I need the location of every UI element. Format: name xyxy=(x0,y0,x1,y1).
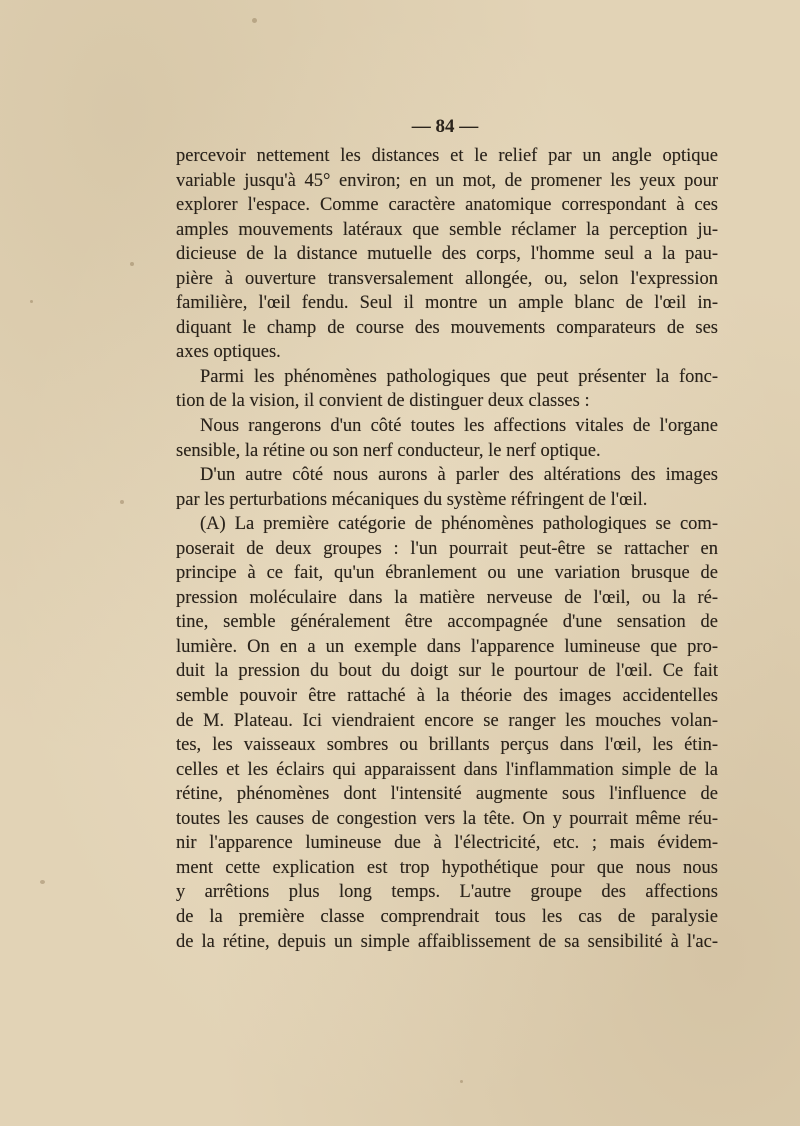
text-line: nir l'apparence lumineuse due à l'électricité, etc. ; mais évidem- xyxy=(176,833,718,854)
text-line: y arrêtions plus long temps. L'autre groupe des affections xyxy=(176,882,718,903)
text-line: percevoir nettement les distances et le relief par un angle optique xyxy=(176,146,718,166)
text-line: variable jusqu'à 45° environ; en un mot, de promener les yeux pour xyxy=(176,170,718,191)
text-line: tes, les vaisseaux sombres ou brillants perçus dans l'œil, les étin- xyxy=(176,735,718,756)
text-line: semble pouvoir être rattaché à la théorie des images accidentelles xyxy=(176,686,718,707)
text-line: Nous rangerons d'un côté toutes les affections vitales de l'organe xyxy=(200,416,718,437)
text-line: par les perturbations mécaniques du système réfringent de l'œil. xyxy=(176,489,648,510)
text-line: D'un autre côté nous aurons à parler des altérations des images xyxy=(200,465,718,486)
text-line: sensible, la rétine ou son nerf conducteur, le nerf optique. xyxy=(176,440,601,461)
text-line: amples mouvements latéraux que semble réclamer la perception ju- xyxy=(176,219,718,240)
text-line: axes optiques. xyxy=(176,342,281,363)
text-line: diquant le champ de course des mouvements comparateurs de ses xyxy=(176,317,718,338)
page-number: — 84 — xyxy=(411,116,479,137)
foxing-spot xyxy=(120,500,124,504)
foxing-spot xyxy=(30,300,33,303)
text-line: pière à ouverture transversalement allongée, ou, selon l'expression xyxy=(176,268,718,289)
text-line: tion de la vision, il convient de distinguer deux classes : xyxy=(176,391,590,412)
text-line: Parmi les phénomènes pathologiques que peut présenter la fonc- xyxy=(200,366,718,387)
text-line: lumière. On en a un exemple dans l'apparence lumineuse que pro- xyxy=(176,636,718,657)
text-line: de la première classe comprendrait tous les cas de paralysie xyxy=(176,906,718,927)
text-line: celles et les éclairs qui apparaissent dans l'inflammation simple de la xyxy=(176,759,718,780)
foxing-spot xyxy=(252,18,257,23)
text-line: principe à ce fait, qu'un ébranlement ou une variation brusque de xyxy=(176,563,718,584)
text-line: de M. Plateau. Ici viendraient encore se ranger les mouches volan- xyxy=(176,710,718,731)
text-line: ment cette explication est trop hypothétique pour que nous nous xyxy=(176,857,718,878)
foxing-spot xyxy=(40,880,45,884)
text-line: tine, semble généralement être accompagnée d'une sensation de xyxy=(176,612,718,633)
text-line: de la rétine, depuis un simple affaiblissement de sa sensibilité à l'ac- xyxy=(176,931,718,952)
text-line: rétine, phénomènes dont l'intensité augmente sous l'influence de xyxy=(176,784,718,805)
body-text xyxy=(176,144,718,954)
text-line: toutes les causes de congestion vers la tête. On y pourrait même réu- xyxy=(176,808,718,829)
text-line: pression moléculaire dans la matière nerveuse de l'œil, ou la ré- xyxy=(176,587,718,608)
text-line: poserait de deux groupes : l'un pourrait peut-être se rattacher en xyxy=(176,538,718,559)
text-line: (A) La première catégorie de phénomènes pathologiques se com- xyxy=(200,514,718,535)
text-line: dicieuse de la distance mutuelle des corps, l'homme seul a la pau- xyxy=(176,244,718,265)
foxing-spot xyxy=(460,1080,463,1083)
text-line: explorer l'espace. Comme caractère anatomique correspondant à ces xyxy=(176,195,718,216)
foxing-spot xyxy=(130,262,134,266)
text-line: duit la pression du bout du doigt sur le pourtour de l'œil. Ce fait xyxy=(176,661,718,682)
text-line: familière, l'œil fendu. Seul il montre un ample blanc de l'œil in- xyxy=(176,293,718,314)
